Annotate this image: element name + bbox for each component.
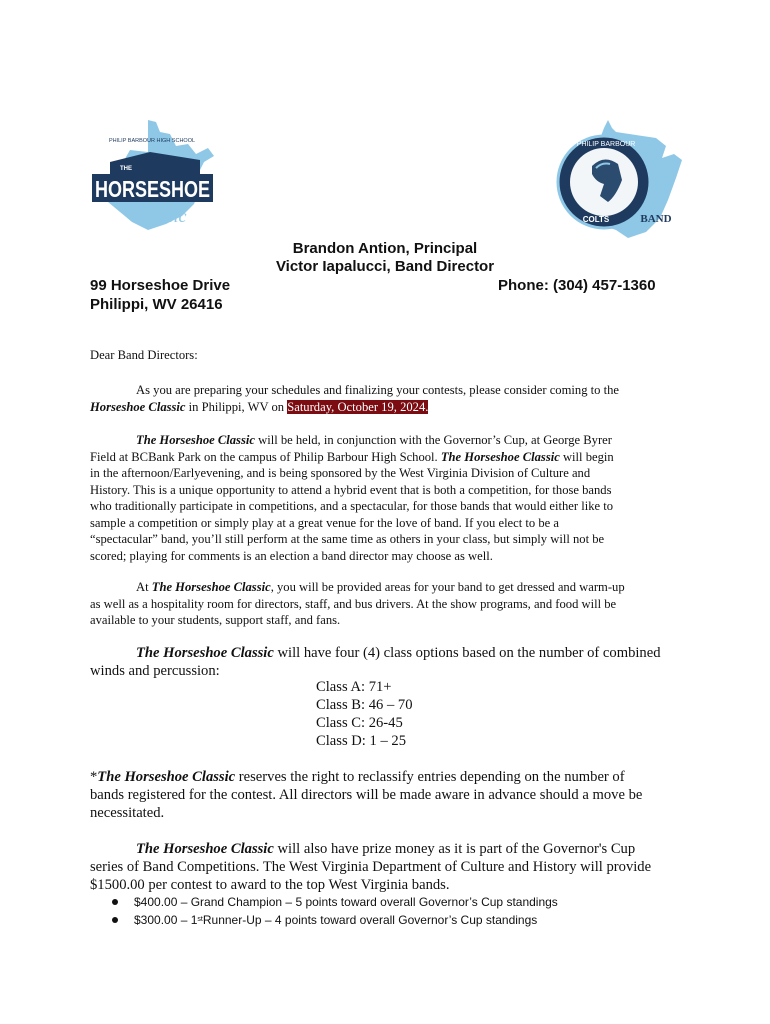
logo-band-text: BAND — [640, 213, 672, 225]
p2-line5: who traditionally participate in competitions, and a spectacular, for those bands that would either like to — [90, 499, 614, 513]
p2-line8: scored; playing for comments is an election a band director may choose as well. — [90, 548, 493, 563]
paragraph-classes — [90, 644, 700, 680]
p3-line1: , you will be provided areas for your band to get dressed and warm-up — [270, 580, 625, 594]
paragraph-reclassify — [90, 768, 700, 822]
p5-line3: necessitated. — [90, 805, 165, 821]
asterisk: * — [90, 769, 98, 785]
prize-item — [112, 893, 558, 911]
prize-text-b: Runner-Up – 4 points toward overall Governor’s Cup standings — [202, 913, 538, 927]
logo-arc-text: PHILIP BARBOUR HIGH SCHOOL — [108, 138, 196, 144]
p1-line1: As you are preparing your schedules and finalizing your contests, please consider coming to the — [136, 383, 619, 397]
paragraph-amenities — [90, 579, 690, 629]
prize-text-sup: st — [197, 916, 203, 923]
logo-colts-text: COLTS — [582, 215, 610, 224]
p3-pre: At — [136, 580, 152, 594]
address-line-1: 99 Horseshoe Drive — [90, 277, 231, 294]
p2-line6: sample a competition or simply play at a great venue for the love of band. If you elect to be a — [90, 515, 559, 530]
principal-name: Brandon Antion, Principal — [292, 240, 478, 257]
p2-line2a: Field at BCBank Park on the campus of Philip Barbour High School. — [90, 449, 441, 464]
horseshoe-classic-logo — [90, 112, 215, 237]
p2-line1: will be held, in conjunction with the Governor’s Cup, at George Byrer — [254, 433, 612, 447]
bullet-icon — [112, 899, 118, 905]
p5-line2: bands registered for the contest. All directors will be made aware in advance should a move be — [90, 787, 643, 803]
paragraph-prize-money — [90, 840, 700, 894]
p6-line1: will also have prize money as it is part of the Governor's Cup — [273, 841, 636, 857]
colts-band-logo — [556, 118, 684, 242]
p1-mid: in Philippi, WV on — [185, 399, 288, 414]
salutation: Dear Band Directors: — [90, 348, 198, 362]
logo-classic-text: Classic — [133, 206, 187, 226]
p4-line1: will have four (4) class options based on the number of combined — [273, 645, 661, 661]
event-name: The Horseshoe Classic — [136, 645, 274, 661]
event-name: The Horseshoe Classic — [136, 433, 255, 447]
p3-line3: available to your students, support staff, and fans. — [90, 613, 341, 627]
paragraph-invitation — [90, 382, 690, 415]
p4-line2: winds and percussion: — [90, 663, 220, 679]
event-date-highlight: Saturday, October 19, 2024. — [287, 399, 429, 414]
p2-line3: in the afternoon/Earlyevening, and is being sponsored by the West Virginia Division of Culture and — [90, 466, 591, 480]
p2-line7: “spectacular” band, you’ll still perform at the same time as others in your class, but simply will not be — [90, 532, 605, 546]
class-option: Class A: 71+ — [316, 679, 392, 695]
logo-arc-text-right: PHILIP BARBOUR — [576, 141, 636, 148]
logo-the-text: THE — [120, 166, 132, 172]
p3-line2: as well as a hospitality room for directors, staff, and bus drivers. At the show programs, and food will be — [90, 596, 617, 611]
event-name: Horseshoe Classic — [90, 399, 186, 414]
event-name: The Horseshoe Classic — [151, 580, 271, 594]
p2-line4: History. This is a unique opportunity to attend a hybrid event that is both a competition, for those bands — [90, 482, 612, 497]
event-name: The Horseshoe Classic — [440, 449, 560, 464]
event-name: The Horseshoe Classic — [136, 841, 274, 857]
p6-line3: $1500.00 per contest to award to the top West Virginia bands. — [90, 877, 450, 893]
class-option: Class C: 26-45 — [316, 715, 403, 731]
p6-line2: series of Band Competitions. The West Virginia Department of Culture and History will provide — [90, 859, 652, 875]
logo-horseshoe-text: HORSESHOE — [95, 176, 210, 202]
address-line-2: Philippi, WV 26416 — [90, 296, 223, 313]
class-options-list — [316, 678, 413, 750]
p5-line1: reserves the right to reclassify entries depending on the number of — [235, 769, 625, 785]
event-name: The Horseshoe Classic — [97, 769, 236, 785]
bullet-icon — [112, 917, 118, 923]
band-director-name: Victor Iapalucci, Band Director — [275, 258, 495, 275]
prize-list — [112, 893, 558, 929]
class-option: Class D: 1 – 25 — [316, 733, 406, 749]
p2-line2b: will begin — [559, 449, 614, 464]
class-option: Class B: 46 – 70 — [316, 697, 413, 713]
prize-text-a: $300.00 – 1 — [134, 913, 198, 927]
prize-item — [112, 911, 558, 929]
prize-text: $400.00 – Grand Champion – 5 points toward overall Governor’s Cup standings — [134, 895, 558, 909]
phone-number: Phone: (304) 457-1360 — [498, 277, 656, 294]
paragraph-details — [90, 432, 690, 564]
